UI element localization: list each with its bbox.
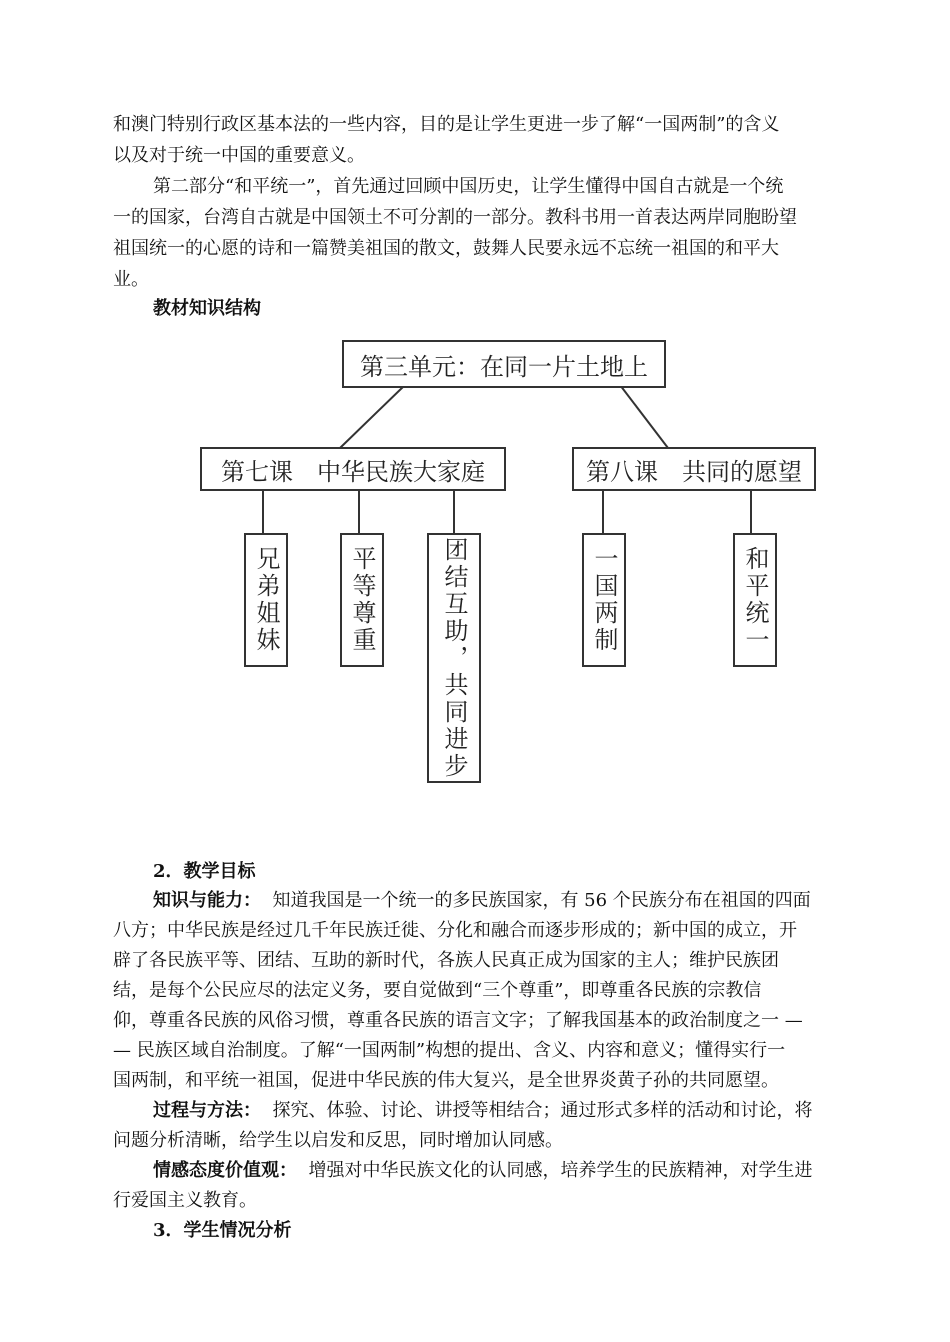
lesson7-node-label: 第七课 中华民族大家庭 <box>221 457 485 486</box>
lesson8-node-label: 第八课 共同的愿望 <box>586 457 802 486</box>
lesson7-node <box>200 447 506 491</box>
body-text-line: 结，是每个公民应尽的法定义务，要自觉做到“三个尊重”，即尊重各民族的宗教信 <box>113 980 762 1001</box>
body-text-line: 一的国家，台湾自古就是中国领土不可分割的一部分。教科书用一首表达两岸同胞盼望 <box>113 207 797 228</box>
knowledge-line <box>153 888 811 914</box>
lesson8-node <box>572 447 816 491</box>
leaf-node-label: 一国两制 <box>590 546 618 654</box>
body-text-line: 辟了各民族平等、团结、互助的新时代，各族人民真正成为国家的主人；维护民族团 <box>113 950 779 971</box>
connector-line <box>620 385 668 448</box>
emotion-label: 情感态度价值观： <box>153 1160 297 1181</box>
leaf-node <box>582 533 626 667</box>
body-text-line: 国两制，和平统一祖国，促进中华民族的伟大复兴，是全世界炎黄子孙的共同愿望。 <box>113 1070 779 1091</box>
leaf-node-label: 团结互助，共同进步 <box>440 536 468 780</box>
body-text-line: 八方；中华民族是经过几千年民族迁徙、分化和融合而逐步形成的；新中国的成立，开 <box>113 920 797 941</box>
process-text: 探究、体验、讨论、讲授等相结合；通过形式多样的活动和讨论，将 <box>272 1100 813 1121</box>
structure-heading: 教材知识结构 <box>153 298 261 319</box>
process-label: 过程与方法： <box>153 1100 261 1121</box>
section-heading: 2．教学目标 <box>153 861 256 882</box>
body-text-line: 以及对于统一中国的重要意义。 <box>113 145 365 166</box>
body-text-line: 问题分析清晰，给学生以启发和反思，同时增加认同感。 <box>113 1130 563 1151</box>
body-text-line: 业。 <box>113 269 149 290</box>
body-text-line: 第二部分“和平统一”，首先通过回顾中国历史，让学生懂得中国自古就是一个统 <box>153 176 784 197</box>
process-line <box>153 1098 812 1124</box>
body-text-line: 祖国统一的心愿的诗和一篇赞美祖国的散文，鼓舞人民要永远不忘统一祖国的和平大 <box>113 238 779 259</box>
body-text-line: 仰，尊重各民族的风俗习惯，尊重各民族的语言文字；了解我国基本的政治制度之一 — <box>113 1010 803 1031</box>
leaf-node <box>244 533 288 667</box>
leaf-node-label: 和平统一 <box>741 546 769 654</box>
knowledge-text: 知道我国是一个统一的多民族国家，有 56 个民族分布在祖国的四面 <box>272 890 811 911</box>
leaf-node-label: 兄弟姐妹 <box>252 546 280 654</box>
body-text-line: 和澳门特别行政区基本法的一些内容，目的是让学生更进一步了解“一国两制”的含义 <box>113 114 780 135</box>
body-text-line: 行爱国主义教育。 <box>113 1190 257 1211</box>
emotion-text: 增强对中华民族文化的认同感，培养学生的民族精神，对学生进 <box>308 1160 813 1181</box>
root-node-label: 第三单元：在同一片土地上 <box>360 352 648 381</box>
body-text-line: — 民族区域自治制度。了解“一国两制”构想的提出、含义、内容和意义；懂得实行一 <box>113 1040 786 1061</box>
knowledge-label: 知识与能力： <box>153 890 261 911</box>
leaf-node <box>733 533 777 667</box>
leaf-node <box>340 533 384 667</box>
emotion-line <box>153 1158 812 1184</box>
leaf-node <box>427 533 481 783</box>
connector-line <box>340 385 405 448</box>
section-heading: 3．学生情况分析 <box>153 1220 292 1241</box>
root-node <box>342 340 666 388</box>
leaf-node-label: 平等尊重 <box>348 546 376 654</box>
